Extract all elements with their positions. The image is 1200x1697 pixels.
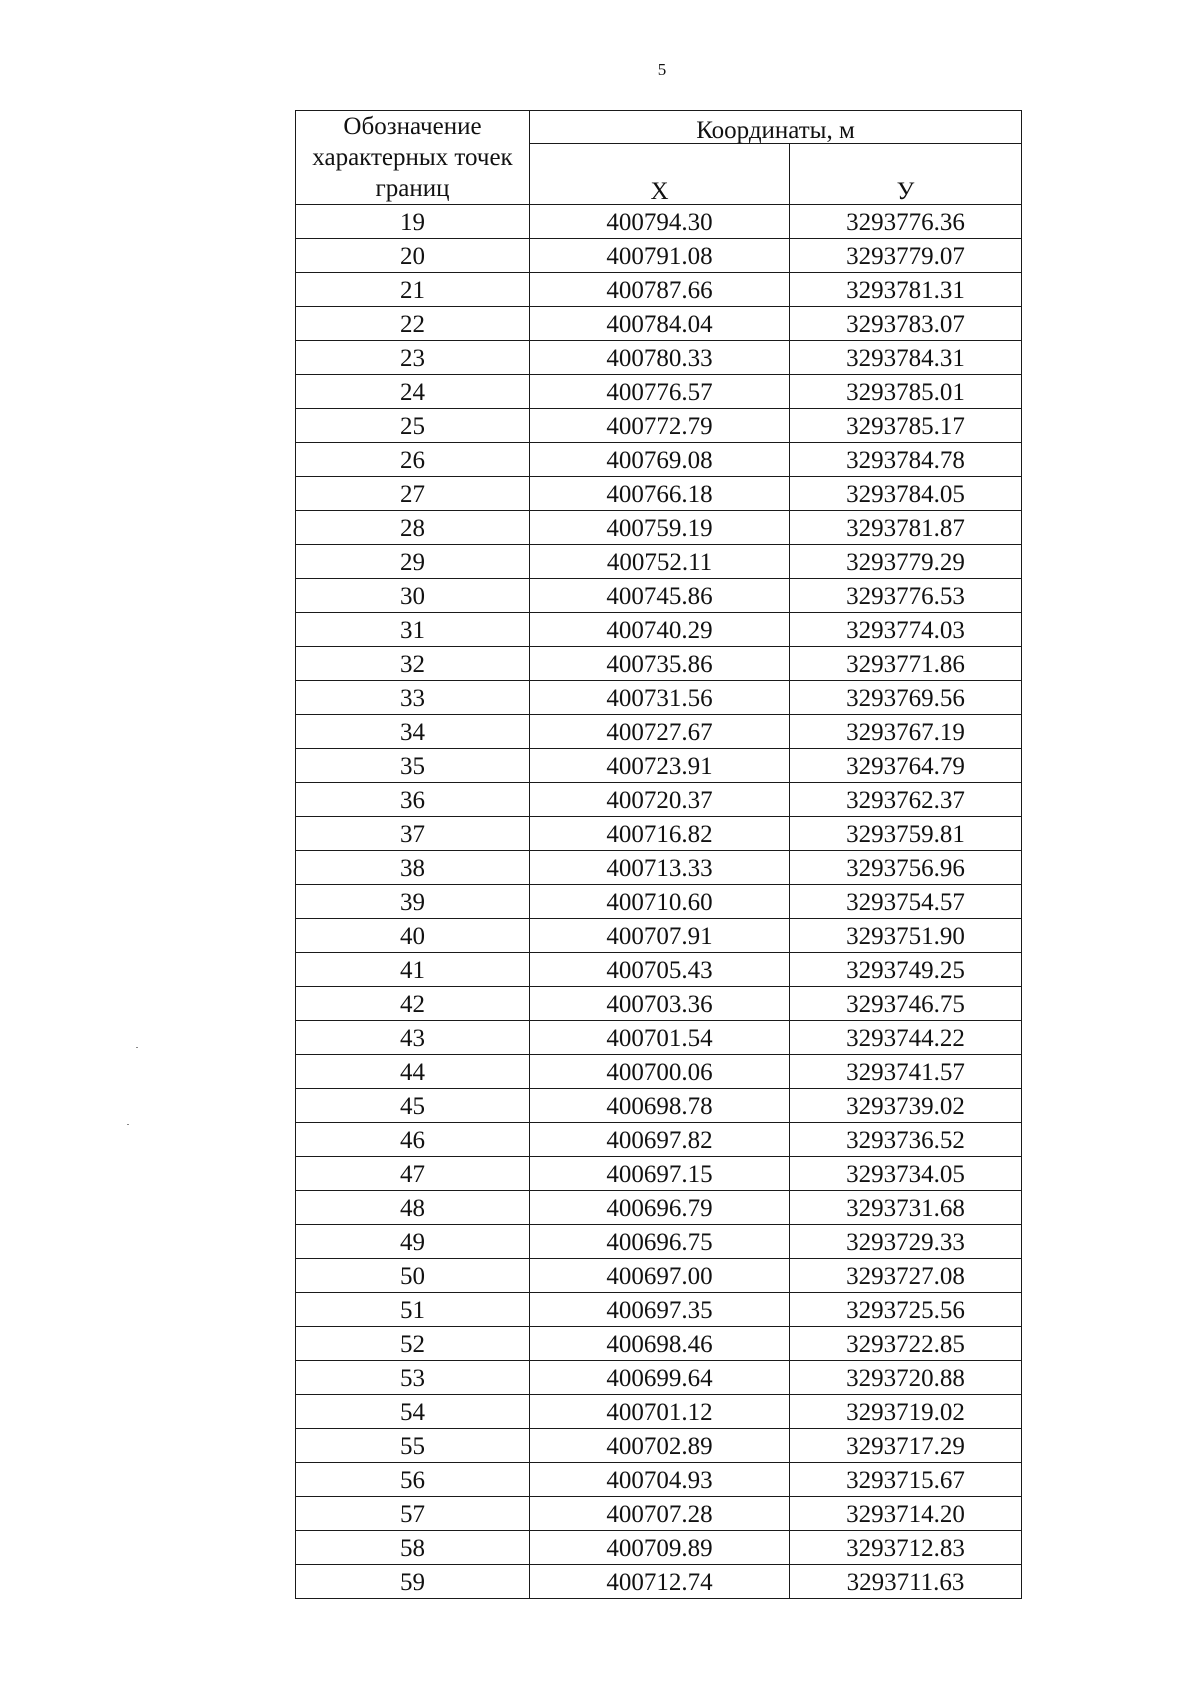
y-coordinate-cell: 3293751.90 [790, 919, 1022, 953]
y-coordinate-cell: 3293762.37 [790, 783, 1022, 817]
coordinates-column-header: Координаты, м [530, 111, 1022, 144]
y-column-header: У [790, 144, 1022, 205]
y-coordinate-cell: 3293781.31 [790, 273, 1022, 307]
table-row [296, 953, 1022, 987]
y-coordinate-cell: 3293746.75 [790, 987, 1022, 1021]
x-coordinate-cell: 400703.36 [530, 987, 790, 1021]
table-row [296, 1089, 1022, 1123]
point-cell: 59 [296, 1565, 530, 1599]
point-cell: 37 [296, 817, 530, 851]
point-cell: 42 [296, 987, 530, 1021]
x-coordinate-cell: 400713.33 [530, 851, 790, 885]
y-coordinate-cell: 3293784.78 [790, 443, 1022, 477]
table-row [296, 579, 1022, 613]
table-row [296, 1531, 1022, 1565]
x-coordinate-cell: 400720.37 [530, 783, 790, 817]
x-coordinate-cell: 400731.56 [530, 681, 790, 715]
x-coordinate-cell: 400701.54 [530, 1021, 790, 1055]
x-coordinate-cell: 400766.18 [530, 477, 790, 511]
y-coordinate-cell: 3293722.85 [790, 1327, 1022, 1361]
table-row [296, 851, 1022, 885]
x-coordinate-cell: 400697.00 [530, 1259, 790, 1293]
point-cell: 55 [296, 1429, 530, 1463]
margin-speck [136, 1047, 138, 1048]
table-row [296, 273, 1022, 307]
y-coordinate-cell: 3293729.33 [790, 1225, 1022, 1259]
y-coordinate-cell: 3293779.07 [790, 239, 1022, 273]
point-cell: 39 [296, 885, 530, 919]
y-coordinate-cell: 3293784.31 [790, 341, 1022, 375]
x-coordinate-cell: 400701.12 [530, 1395, 790, 1429]
y-coordinate-cell: 3293712.83 [790, 1531, 1022, 1565]
table-row [296, 511, 1022, 545]
x-coordinate-cell: 400759.19 [530, 511, 790, 545]
point-cell: 41 [296, 953, 530, 987]
y-coordinate-cell: 3293776.53 [790, 579, 1022, 613]
y-coordinate-cell: 3293781.87 [790, 511, 1022, 545]
y-coordinate-cell: 3293714.20 [790, 1497, 1022, 1531]
point-cell: 33 [296, 681, 530, 715]
point-cell: 53 [296, 1361, 530, 1395]
table-row [296, 477, 1022, 511]
x-coordinate-cell: 400697.82 [530, 1123, 790, 1157]
table-row [296, 613, 1022, 647]
x-coordinate-cell: 400707.91 [530, 919, 790, 953]
table-row [296, 375, 1022, 409]
point-cell: 20 [296, 239, 530, 273]
x-coordinate-cell: 400776.57 [530, 375, 790, 409]
point-cell: 29 [296, 545, 530, 579]
y-coordinate-cell: 3293720.88 [790, 1361, 1022, 1395]
point-cell: 57 [296, 1497, 530, 1531]
table-row [296, 1497, 1022, 1531]
point-column-header: Обозначение характерных точек границ [296, 111, 530, 205]
x-coordinate-cell: 400705.43 [530, 953, 790, 987]
x-coordinate-cell: 400735.86 [530, 647, 790, 681]
point-cell: 44 [296, 1055, 530, 1089]
x-coordinate-cell: 400794.30 [530, 205, 790, 239]
table-row [296, 1293, 1022, 1327]
point-cell: 49 [296, 1225, 530, 1259]
x-coordinate-cell: 400709.89 [530, 1531, 790, 1565]
x-coordinate-cell: 400707.28 [530, 1497, 790, 1531]
x-coordinate-cell: 400769.08 [530, 443, 790, 477]
x-coordinate-cell: 400704.93 [530, 1463, 790, 1497]
y-coordinate-cell: 3293779.29 [790, 545, 1022, 579]
point-cell: 31 [296, 613, 530, 647]
y-coordinate-cell: 3293759.81 [790, 817, 1022, 851]
y-coordinate-cell: 3293764.79 [790, 749, 1022, 783]
x-coordinate-cell: 400727.67 [530, 715, 790, 749]
x-coordinate-cell: 400696.75 [530, 1225, 790, 1259]
table-row [296, 1191, 1022, 1225]
y-coordinate-cell: 3293756.96 [790, 851, 1022, 885]
y-coordinate-cell: 3293771.86 [790, 647, 1022, 681]
x-coordinate-cell: 400740.29 [530, 613, 790, 647]
y-coordinate-cell: 3293744.22 [790, 1021, 1022, 1055]
x-coordinate-cell: 400723.91 [530, 749, 790, 783]
point-cell: 51 [296, 1293, 530, 1327]
y-coordinate-cell: 3293739.02 [790, 1089, 1022, 1123]
point-cell: 27 [296, 477, 530, 511]
y-coordinate-cell: 3293711.63 [790, 1565, 1022, 1599]
y-coordinate-cell: 3293715.67 [790, 1463, 1022, 1497]
table-row [296, 1021, 1022, 1055]
point-cell: 25 [296, 409, 530, 443]
y-coordinate-cell: 3293734.05 [790, 1157, 1022, 1191]
x-coordinate-cell: 400700.06 [530, 1055, 790, 1089]
table-row [296, 1463, 1022, 1497]
table-row [296, 409, 1022, 443]
y-coordinate-cell: 3293727.08 [790, 1259, 1022, 1293]
y-coordinate-cell: 3293769.56 [790, 681, 1022, 715]
table-row [296, 817, 1022, 851]
point-cell: 26 [296, 443, 530, 477]
x-coordinate-cell: 400698.78 [530, 1089, 790, 1123]
point-cell: 43 [296, 1021, 530, 1055]
x-coordinate-cell: 400699.64 [530, 1361, 790, 1395]
y-coordinate-cell: 3293785.17 [790, 409, 1022, 443]
y-coordinate-cell: 3293776.36 [790, 205, 1022, 239]
x-coordinate-cell: 400772.79 [530, 409, 790, 443]
x-coordinate-cell: 400745.86 [530, 579, 790, 613]
table-row [296, 1157, 1022, 1191]
x-coordinate-cell: 400780.33 [530, 341, 790, 375]
table-row [296, 715, 1022, 749]
point-cell: 54 [296, 1395, 530, 1429]
table-row [296, 749, 1022, 783]
point-cell: 21 [296, 273, 530, 307]
x-coordinate-cell: 400697.15 [530, 1157, 790, 1191]
y-coordinate-cell: 3293719.02 [790, 1395, 1022, 1429]
y-coordinate-cell: 3293783.07 [790, 307, 1022, 341]
x-coordinate-cell: 400784.04 [530, 307, 790, 341]
table-row [296, 1565, 1022, 1599]
y-coordinate-cell: 3293784.05 [790, 477, 1022, 511]
table-row [296, 1395, 1022, 1429]
table-row [296, 1123, 1022, 1157]
point-cell: 34 [296, 715, 530, 749]
table-row [296, 987, 1022, 1021]
table-row [296, 1429, 1022, 1463]
table-header [296, 111, 1022, 205]
point-cell: 38 [296, 851, 530, 885]
x-coordinate-cell: 400791.08 [530, 239, 790, 273]
point-cell: 32 [296, 647, 530, 681]
table-row [296, 919, 1022, 953]
coordinates-table [295, 110, 1022, 1599]
y-coordinate-cell: 3293785.01 [790, 375, 1022, 409]
y-coordinate-cell: 3293741.57 [790, 1055, 1022, 1089]
y-coordinate-cell: 3293717.29 [790, 1429, 1022, 1463]
y-coordinate-cell: 3293725.56 [790, 1293, 1022, 1327]
y-coordinate-cell: 3293736.52 [790, 1123, 1022, 1157]
x-coordinate-cell: 400712.74 [530, 1565, 790, 1599]
x-coordinate-cell: 400696.79 [530, 1191, 790, 1225]
table-row [296, 341, 1022, 375]
table-row [296, 307, 1022, 341]
x-coordinate-cell: 400697.35 [530, 1293, 790, 1327]
point-cell: 47 [296, 1157, 530, 1191]
margin-speck [127, 1124, 129, 1125]
table-row [296, 1259, 1022, 1293]
table-row [296, 681, 1022, 715]
y-coordinate-cell: 3293731.68 [790, 1191, 1022, 1225]
table-row [296, 443, 1022, 477]
point-cell: 52 [296, 1327, 530, 1361]
y-coordinate-cell: 3293754.57 [790, 885, 1022, 919]
point-cell: 48 [296, 1191, 530, 1225]
table-body [296, 205, 1022, 1599]
point-cell: 22 [296, 307, 530, 341]
y-coordinate-cell: 3293767.19 [790, 715, 1022, 749]
point-cell: 45 [296, 1089, 530, 1123]
table-row [296, 239, 1022, 273]
table-row [296, 205, 1022, 239]
y-coordinate-cell: 3293749.25 [790, 953, 1022, 987]
x-coordinate-cell: 400787.66 [530, 273, 790, 307]
x-column-header: Х [530, 144, 790, 205]
x-coordinate-cell: 400716.82 [530, 817, 790, 851]
table-row [296, 1361, 1022, 1395]
point-cell: 24 [296, 375, 530, 409]
table-row [296, 783, 1022, 817]
point-cell: 50 [296, 1259, 530, 1293]
y-coordinate-cell: 3293774.03 [790, 613, 1022, 647]
point-cell: 36 [296, 783, 530, 817]
x-coordinate-cell: 400698.46 [530, 1327, 790, 1361]
point-cell: 19 [296, 205, 530, 239]
point-cell: 46 [296, 1123, 530, 1157]
table-row [296, 1327, 1022, 1361]
point-cell: 30 [296, 579, 530, 613]
page-number: 5 [657, 60, 667, 79]
point-cell: 40 [296, 919, 530, 953]
table-row [296, 885, 1022, 919]
table-row [296, 647, 1022, 681]
table-row [296, 1225, 1022, 1259]
point-cell: 58 [296, 1531, 530, 1565]
point-cell: 28 [296, 511, 530, 545]
table-row [296, 1055, 1022, 1089]
point-cell: 56 [296, 1463, 530, 1497]
point-cell: 23 [296, 341, 530, 375]
x-coordinate-cell: 400702.89 [530, 1429, 790, 1463]
point-cell: 35 [296, 749, 530, 783]
x-coordinate-cell: 400710.60 [530, 885, 790, 919]
table-row [296, 545, 1022, 579]
x-coordinate-cell: 400752.11 [530, 545, 790, 579]
